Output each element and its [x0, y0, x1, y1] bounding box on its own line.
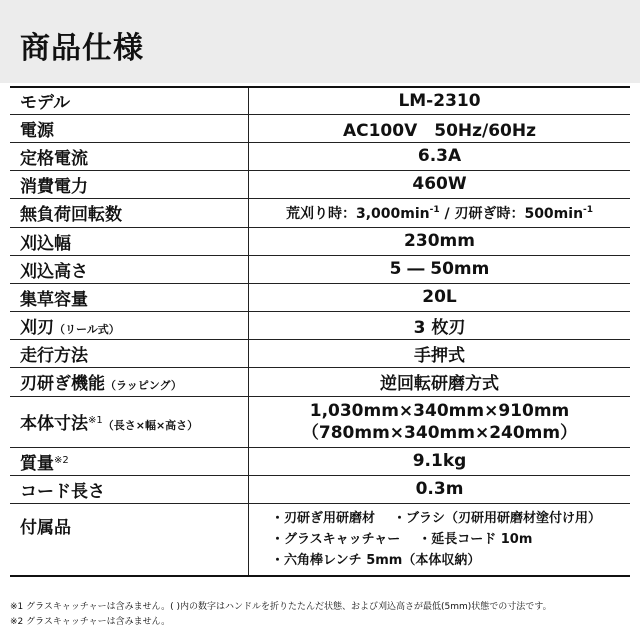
row-value: 9.1kg [249, 447, 631, 475]
page-title: 商品仕様 [20, 31, 144, 66]
table-row [10, 170, 630, 198]
row-label: 電源 [10, 114, 249, 142]
row-label: 無負荷回転数 [10, 198, 249, 227]
table-row [10, 227, 630, 255]
footnote-2: ※2 グラスキャッチャーは含みません。 [10, 617, 171, 627]
superscript: -1 [583, 204, 594, 215]
row-value [249, 396, 631, 447]
header-bar [0, 0, 640, 83]
list-item: ・刃研ぎ用研磨材 [271, 510, 376, 526]
table-row [10, 339, 630, 367]
label-text: 質量 [20, 453, 54, 474]
table-row [10, 198, 630, 227]
footnote-mark: ※1 [88, 415, 103, 426]
label-note: （長さ×幅×高さ） [102, 419, 199, 432]
footnote-1: ※1 グラスキャッチャーは含みません。( )内の数字はハンドルを折りたたんだ状態、および刈込高さが最低(5mm)状態での寸法です。 [10, 602, 552, 612]
value-part: 荒刈り時：3,000min [285, 205, 430, 222]
row-label: モデル [10, 87, 249, 114]
accessories-list [249, 503, 631, 576]
table-row [10, 255, 630, 283]
table-row [10, 311, 630, 339]
row-value: AC100V 50Hz/60Hz [249, 114, 631, 142]
table-row [10, 87, 630, 114]
row-label [10, 396, 249, 447]
table-row [10, 447, 630, 475]
row-label [10, 367, 249, 396]
row-label: 集草容量 [10, 283, 249, 311]
table-row [10, 114, 630, 142]
table-row [10, 367, 630, 396]
label-text: 刃研ぎ機能 [20, 374, 105, 394]
list-item: ・ブラシ（刃研用研磨材塗付け用） [393, 510, 602, 526]
list-item: ・六角棒レンチ 5mm（本体収納） [271, 552, 481, 568]
label-note: （ラッピング） [105, 379, 182, 392]
row-label [10, 447, 249, 475]
table-row [10, 396, 630, 447]
row-value: 230mm [249, 227, 631, 255]
row-label: 刈込高さ [10, 255, 249, 283]
spec-table [10, 86, 630, 577]
value-part: / 刃研ぎ時：500min [439, 205, 584, 222]
list-item: ・グラスキャッチャー [271, 531, 401, 547]
value-line: （780mm×340mm×240mm） [301, 422, 578, 443]
row-value: 3 枚刃 [249, 311, 631, 339]
label-note: （リール式） [54, 322, 120, 336]
label-text: 刈刃 [20, 317, 54, 338]
row-value: 6.3A [249, 142, 631, 170]
row-value: 5 ― 50mm [249, 255, 631, 283]
footnote-mark: ※2 [54, 454, 69, 466]
row-label: 定格電流 [10, 142, 249, 170]
row-value: 0.3m [249, 475, 631, 503]
footnotes [10, 600, 635, 630]
table-row [10, 503, 630, 576]
table-row [10, 475, 630, 503]
value-line: 1,030mm×340mm×910mm [309, 400, 570, 421]
superscript: -1 [429, 204, 440, 215]
row-label: 消費電力 [10, 170, 249, 198]
table-row [10, 283, 630, 311]
row-value: 460W [249, 170, 631, 198]
row-label: 付属品 [10, 503, 249, 576]
row-value: 逆回転研磨方式 [249, 367, 631, 396]
row-label [10, 311, 249, 339]
row-value: 20L [249, 283, 631, 311]
row-value [249, 198, 631, 227]
row-value: LM-2310 [249, 87, 631, 114]
row-label: コード長さ [10, 475, 249, 503]
list-item: ・延長コード 10m [418, 531, 533, 547]
label-text: 本体寸法 [20, 414, 88, 434]
row-label: 走行方法 [10, 339, 249, 367]
row-value: 手押式 [249, 339, 631, 367]
row-label: 刈込幅 [10, 227, 249, 255]
table-row [10, 142, 630, 170]
